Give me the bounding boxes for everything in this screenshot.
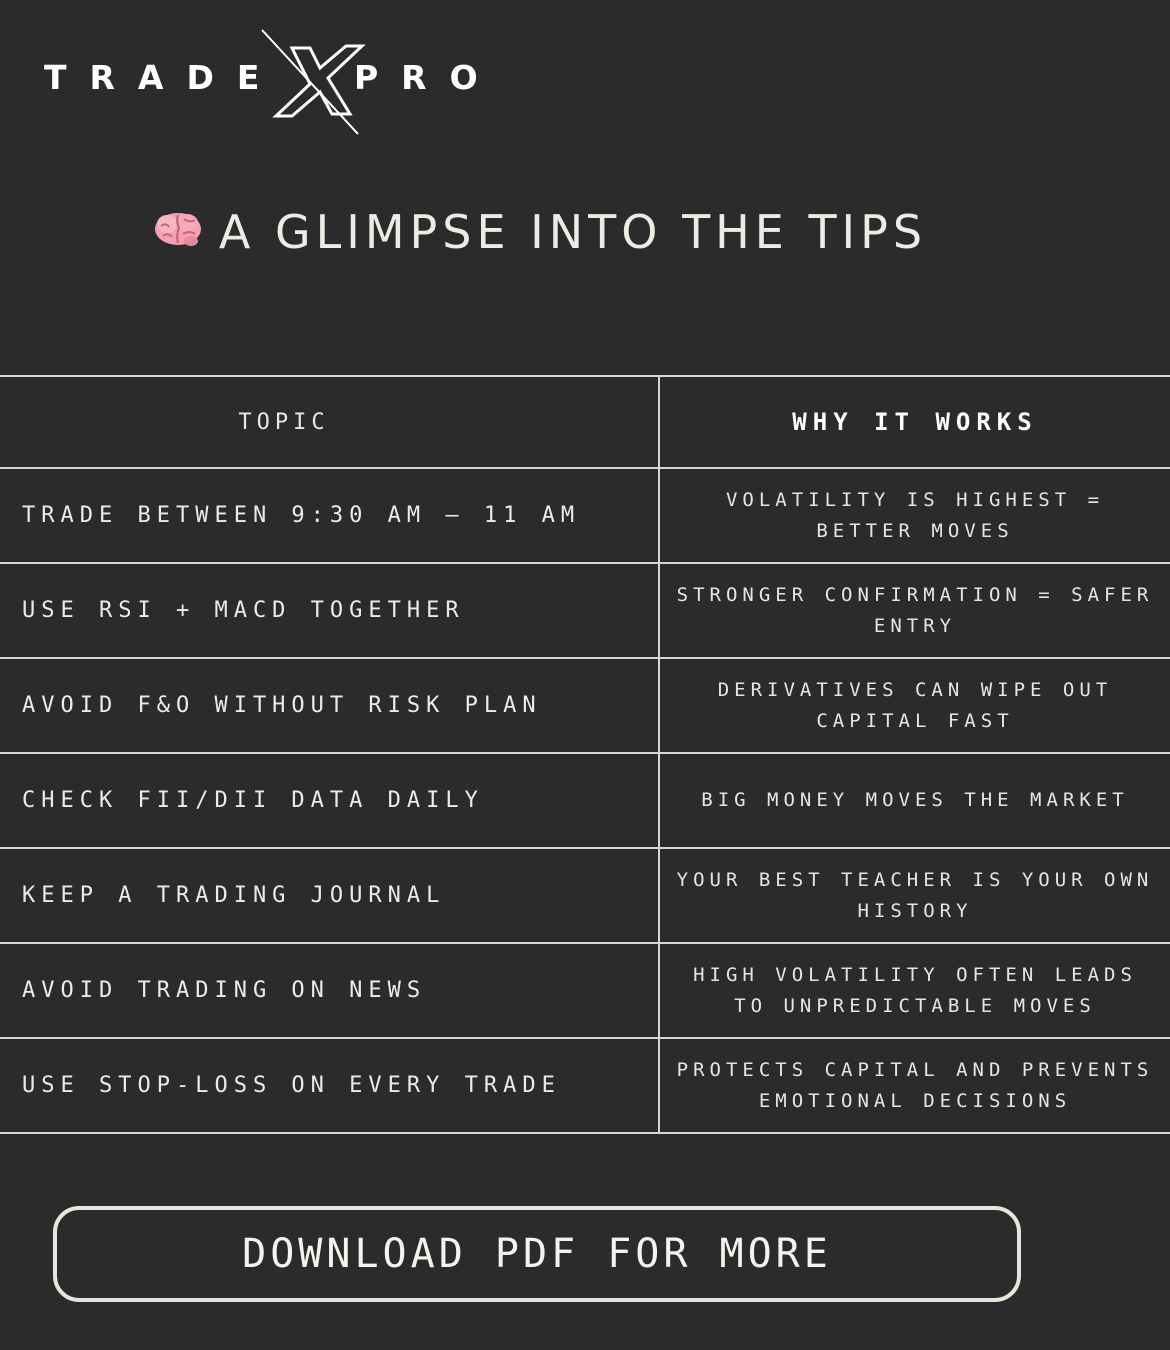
why-cell: BIG MONEY MOVES THE MARKET — [659, 753, 1170, 848]
why-cell: PROTECTS CAPITAL AND PREVENTS EMOTIONAL DECISIONS — [659, 1038, 1170, 1133]
table-row — [0, 943, 1170, 1038]
download-pdf-button[interactable]: DOWNLOAD PDF FOR MORE — [53, 1206, 1021, 1302]
brain-icon — [153, 207, 203, 261]
page-title-text: A GLIMPSE INTO THE TIPS — [218, 205, 928, 259]
topic-cell: AVOID TRADING ON NEWS — [0, 943, 659, 1038]
why-cell: YOUR BEST TEACHER IS YOUR OWN HISTORY — [659, 848, 1170, 943]
table-row — [0, 1038, 1170, 1133]
topic-cell: TRADE BETWEEN 9:30 AM – 11 AM — [0, 468, 659, 563]
table-row — [0, 848, 1170, 943]
page-title — [0, 205, 1080, 261]
table-row — [0, 753, 1170, 848]
why-cell: HIGH VOLATILITY OFTEN LEADS TO UNPREDICTABLE MOVES — [659, 943, 1170, 1038]
brand-logo — [44, 30, 501, 134]
topic-cell: KEEP A TRADING JOURNAL — [0, 848, 659, 943]
column-header-topic: TOPIC — [0, 376, 659, 468]
brand-logo-left: TRADE — [44, 58, 283, 97]
why-cell: STRONGER CONFIRMATION = SAFER ENTRY — [659, 563, 1170, 658]
table-row — [0, 563, 1170, 658]
topic-cell: CHECK FII/DII DATA DAILY — [0, 753, 659, 848]
why-cell: DERIVATIVES CAN WIPE OUT CAPITAL FAST — [659, 658, 1170, 753]
table-header-row — [0, 376, 1170, 468]
column-header-why: WHY IT WORKS — [659, 376, 1170, 468]
topic-cell: USE RSI + MACD TOGETHER — [0, 563, 659, 658]
topic-cell: AVOID F&O WITHOUT RISK PLAN — [0, 658, 659, 753]
brand-logo-right: PRO — [354, 58, 501, 97]
table-row — [0, 468, 1170, 563]
why-cell: VOLATILITY IS HIGHEST = BETTER MOVES — [659, 468, 1170, 563]
table-row — [0, 658, 1170, 753]
topic-cell: USE STOP-LOSS ON EVERY TRADE — [0, 1038, 659, 1133]
tips-table — [0, 375, 1170, 1134]
